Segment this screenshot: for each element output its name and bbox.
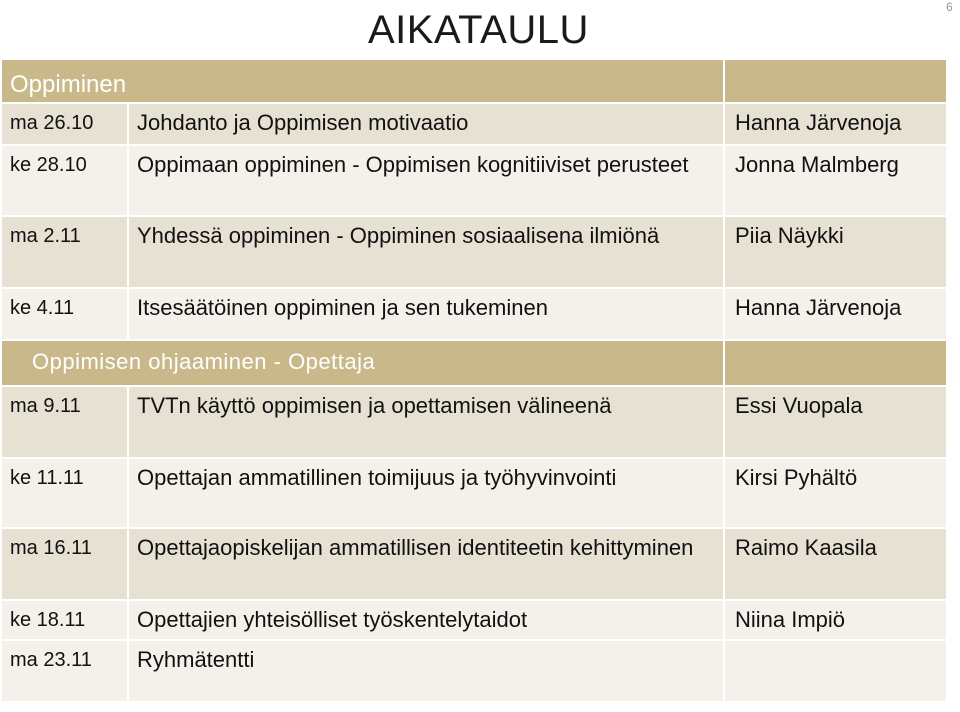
section-heading: Oppimisen ohjaaminen - Opettaja [32, 349, 376, 374]
date-cell: ke 28.10 [1, 145, 128, 216]
table-row [1, 640, 947, 702]
table-row [1, 145, 947, 216]
person-cell [724, 640, 947, 702]
table-row [1, 288, 947, 340]
topic-cell: Opettajien yhteisölliset työskentelytaidot [128, 600, 724, 640]
person-cell: Raimo Kaasila [724, 528, 947, 600]
topic-cell: Johdanto ja Oppimisen motivaatio [128, 103, 724, 145]
schedule-table [0, 58, 948, 703]
section-header-cell [1, 59, 724, 103]
topic-cell: Opettajaopiskelijan ammatillisen identiteetin kehittyminen [128, 528, 724, 600]
date-cell: ke 18.11 [1, 600, 128, 640]
table-row [1, 600, 947, 640]
section-header [1, 59, 947, 103]
table-row [1, 458, 947, 528]
date-cell: ke 4.11 [1, 288, 128, 340]
date-cell: ma 9.11 [1, 386, 128, 458]
date-cell: ke 11.11 [1, 458, 128, 528]
person-cell: Essi Vuopala [724, 386, 947, 458]
page-title: AIKATAULU [368, 8, 589, 52]
person-cell: Hanna Järvenoja [724, 103, 947, 145]
date-cell: ma 2.11 [1, 216, 128, 288]
page-number: 6 [946, 0, 953, 14]
section-header-cell [1, 340, 724, 386]
topic-cell: Itsesäätöinen oppiminen ja sen tukeminen [128, 288, 724, 340]
table-row [1, 216, 947, 288]
person-cell: Kirsi Pyhältö [724, 458, 947, 528]
person-cell: Piia Näykki [724, 216, 947, 288]
table-row [1, 386, 947, 458]
section-header [1, 340, 947, 386]
topic-cell: Ryhmätentti [128, 640, 724, 702]
topic-cell: Yhdessä oppiminen - Oppiminen sosiaalisena ilmiönä [128, 216, 724, 288]
section-header-empty [724, 59, 947, 103]
date-cell: ma 16.11 [1, 528, 128, 600]
topic-cell: TVTn käyttö oppimisen ja opettamisen välineenä [128, 386, 724, 458]
section-header-empty [724, 340, 947, 386]
topic-cell: Oppimaan oppiminen - Oppimisen kognitiiviset perusteet [128, 145, 724, 216]
table-row [1, 103, 947, 145]
table-row [1, 528, 947, 600]
date-cell: ma 26.10 [1, 103, 128, 145]
date-cell: ma 23.11 [1, 640, 128, 702]
section-heading: Oppiminen [10, 71, 127, 98]
person-cell: Niina Impiö [724, 600, 947, 640]
topic-cell: Opettajan ammatillinen toimijuus ja työhyvinvointi [128, 458, 724, 528]
person-cell: Jonna Malmberg [724, 145, 947, 216]
person-cell: Hanna Järvenoja [724, 288, 947, 340]
